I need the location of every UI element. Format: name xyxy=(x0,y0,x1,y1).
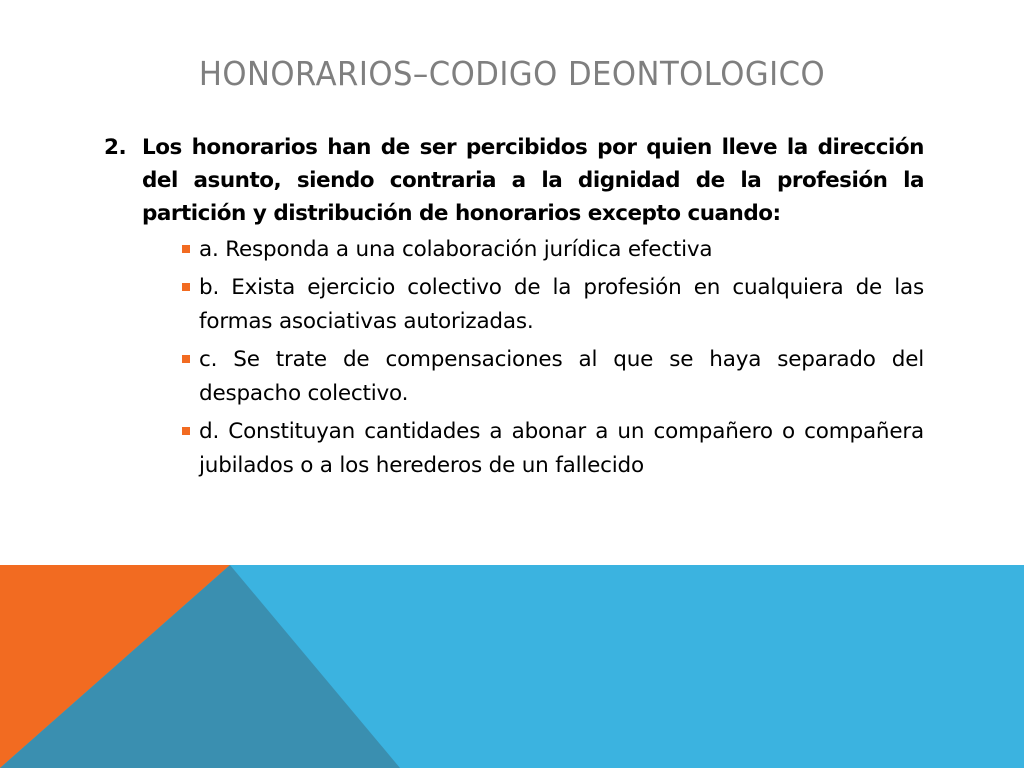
sub-point-a xyxy=(182,233,924,267)
sub-point-text: d. Constituyan cantidades a abonar a un compañero o compañera jubilados o a los herederos de un fallecido xyxy=(199,419,924,478)
square-bullet-icon xyxy=(182,245,190,253)
sub-point-text: a. Responda a una colaboración jurídica efectiva xyxy=(199,237,713,262)
sub-point-list xyxy=(104,233,924,483)
square-bullet-icon xyxy=(182,427,190,435)
main-point-text: Los honorarios han de ser percibidos por quien lleve la dirección del asunto, siendo contraria a la dignidad de la profesión la partición y distribución de honorarios excepto cuando: xyxy=(142,135,924,226)
square-bullet-icon xyxy=(182,283,190,291)
decorative-band xyxy=(0,565,1024,768)
slide-title: HONORARIOS–CODIGO DEONTOLOGICO xyxy=(198,54,826,93)
square-bullet-icon xyxy=(182,355,190,363)
main-point xyxy=(104,131,924,230)
sub-point-d xyxy=(182,415,924,483)
sub-point-b xyxy=(182,271,924,339)
slide-content xyxy=(104,131,924,487)
sub-point-text: b. Exista ejercicio colectivo de la profesión en cualquiera de las formas asociativas autorizadas. xyxy=(199,275,924,334)
sub-point-c xyxy=(182,343,924,411)
sub-point-text: c. Se trate de compensaciones al que se haya separado del despacho colectivo. xyxy=(199,347,924,406)
main-point-number: 2. xyxy=(104,135,127,160)
